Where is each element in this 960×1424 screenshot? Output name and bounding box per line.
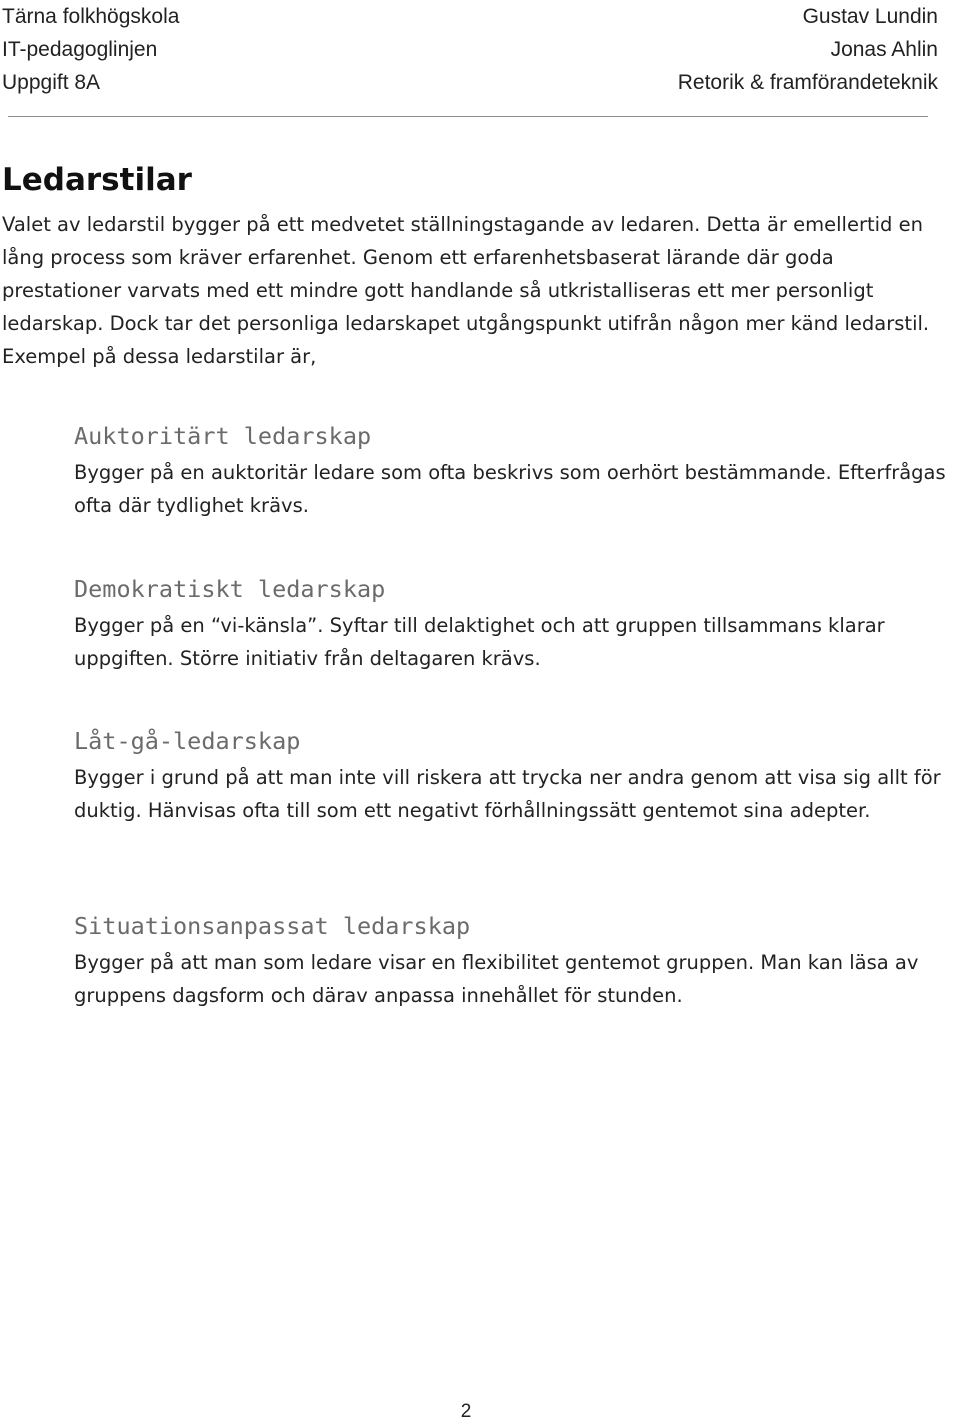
page-title: Ledarstilar	[2, 162, 192, 198]
section-body: Bygger på en “vi-känsla”. Syftar till delaktighet och att gruppen tillsammans klarar uppgiften. Större initiativ från deltagaren krävs.	[74, 614, 885, 670]
school-name: Tärna folkhögskola	[2, 5, 180, 28]
section-heading: Låt-gå-ledarskap	[74, 727, 301, 755]
page-number: 2	[460, 1401, 472, 1422]
section-democratic	[74, 571, 960, 675]
intro-paragraph: Valet av ledarstil bygger på ett medvetet ställningstagande av ledaren. Detta är emellertid en lång process som kräver erfarenhet. Genom ett erfarenhetsbaserat lärande där goda prestationer varvats med ett mindre gott handlande så utkristalliseras ett mer personligt ledarskap. Dock tar det personliga ledarskapet utgångspunkt utifrån någon mer känd ledarstil. Exempel på dessa ledarstilar är,	[2, 213, 930, 368]
section-situational	[74, 908, 960, 1012]
assignment-name: Uppgift 8A	[2, 71, 101, 94]
section-body: Bygger på en auktoritär ledare som ofta beskrivs som oerhört bestämmande. Efterfrågas ofta där tydlighet krävs.	[74, 461, 946, 517]
author-2: Jonas Ahlin	[830, 38, 938, 61]
section-body: Bygger i grund på att man inte vill riskera att trycka ner andra genom att visa sig allt för duktig. Hänvisas ofta till som ett negativt förhållningssätt gentemot sina adepter.	[74, 766, 941, 822]
section-body: Bygger på att man som ledare visar en flexibilitet gentemot gruppen. Man kan läsa av gruppens dagsform och därav anpassa innehållet för stunden.	[74, 951, 919, 1007]
course-name: Retorik & framförandeteknik	[677, 71, 938, 94]
section-authoritarian	[74, 418, 960, 522]
author-1: Gustav Lundin	[802, 5, 938, 28]
section-heading: Situationsanpassat ledarskap	[74, 912, 471, 940]
page-header	[0, 0, 960, 110]
section-heading: Auktoritärt ledarskap	[74, 422, 372, 450]
header-divider	[8, 116, 928, 117]
program-name: IT-pedagoglinjen	[2, 38, 158, 61]
header-right-block	[678, 0, 938, 99]
section-heading: Demokratiskt ledarskap	[74, 575, 386, 603]
header-left-block	[2, 0, 179, 99]
section-laissez-faire	[74, 723, 960, 827]
